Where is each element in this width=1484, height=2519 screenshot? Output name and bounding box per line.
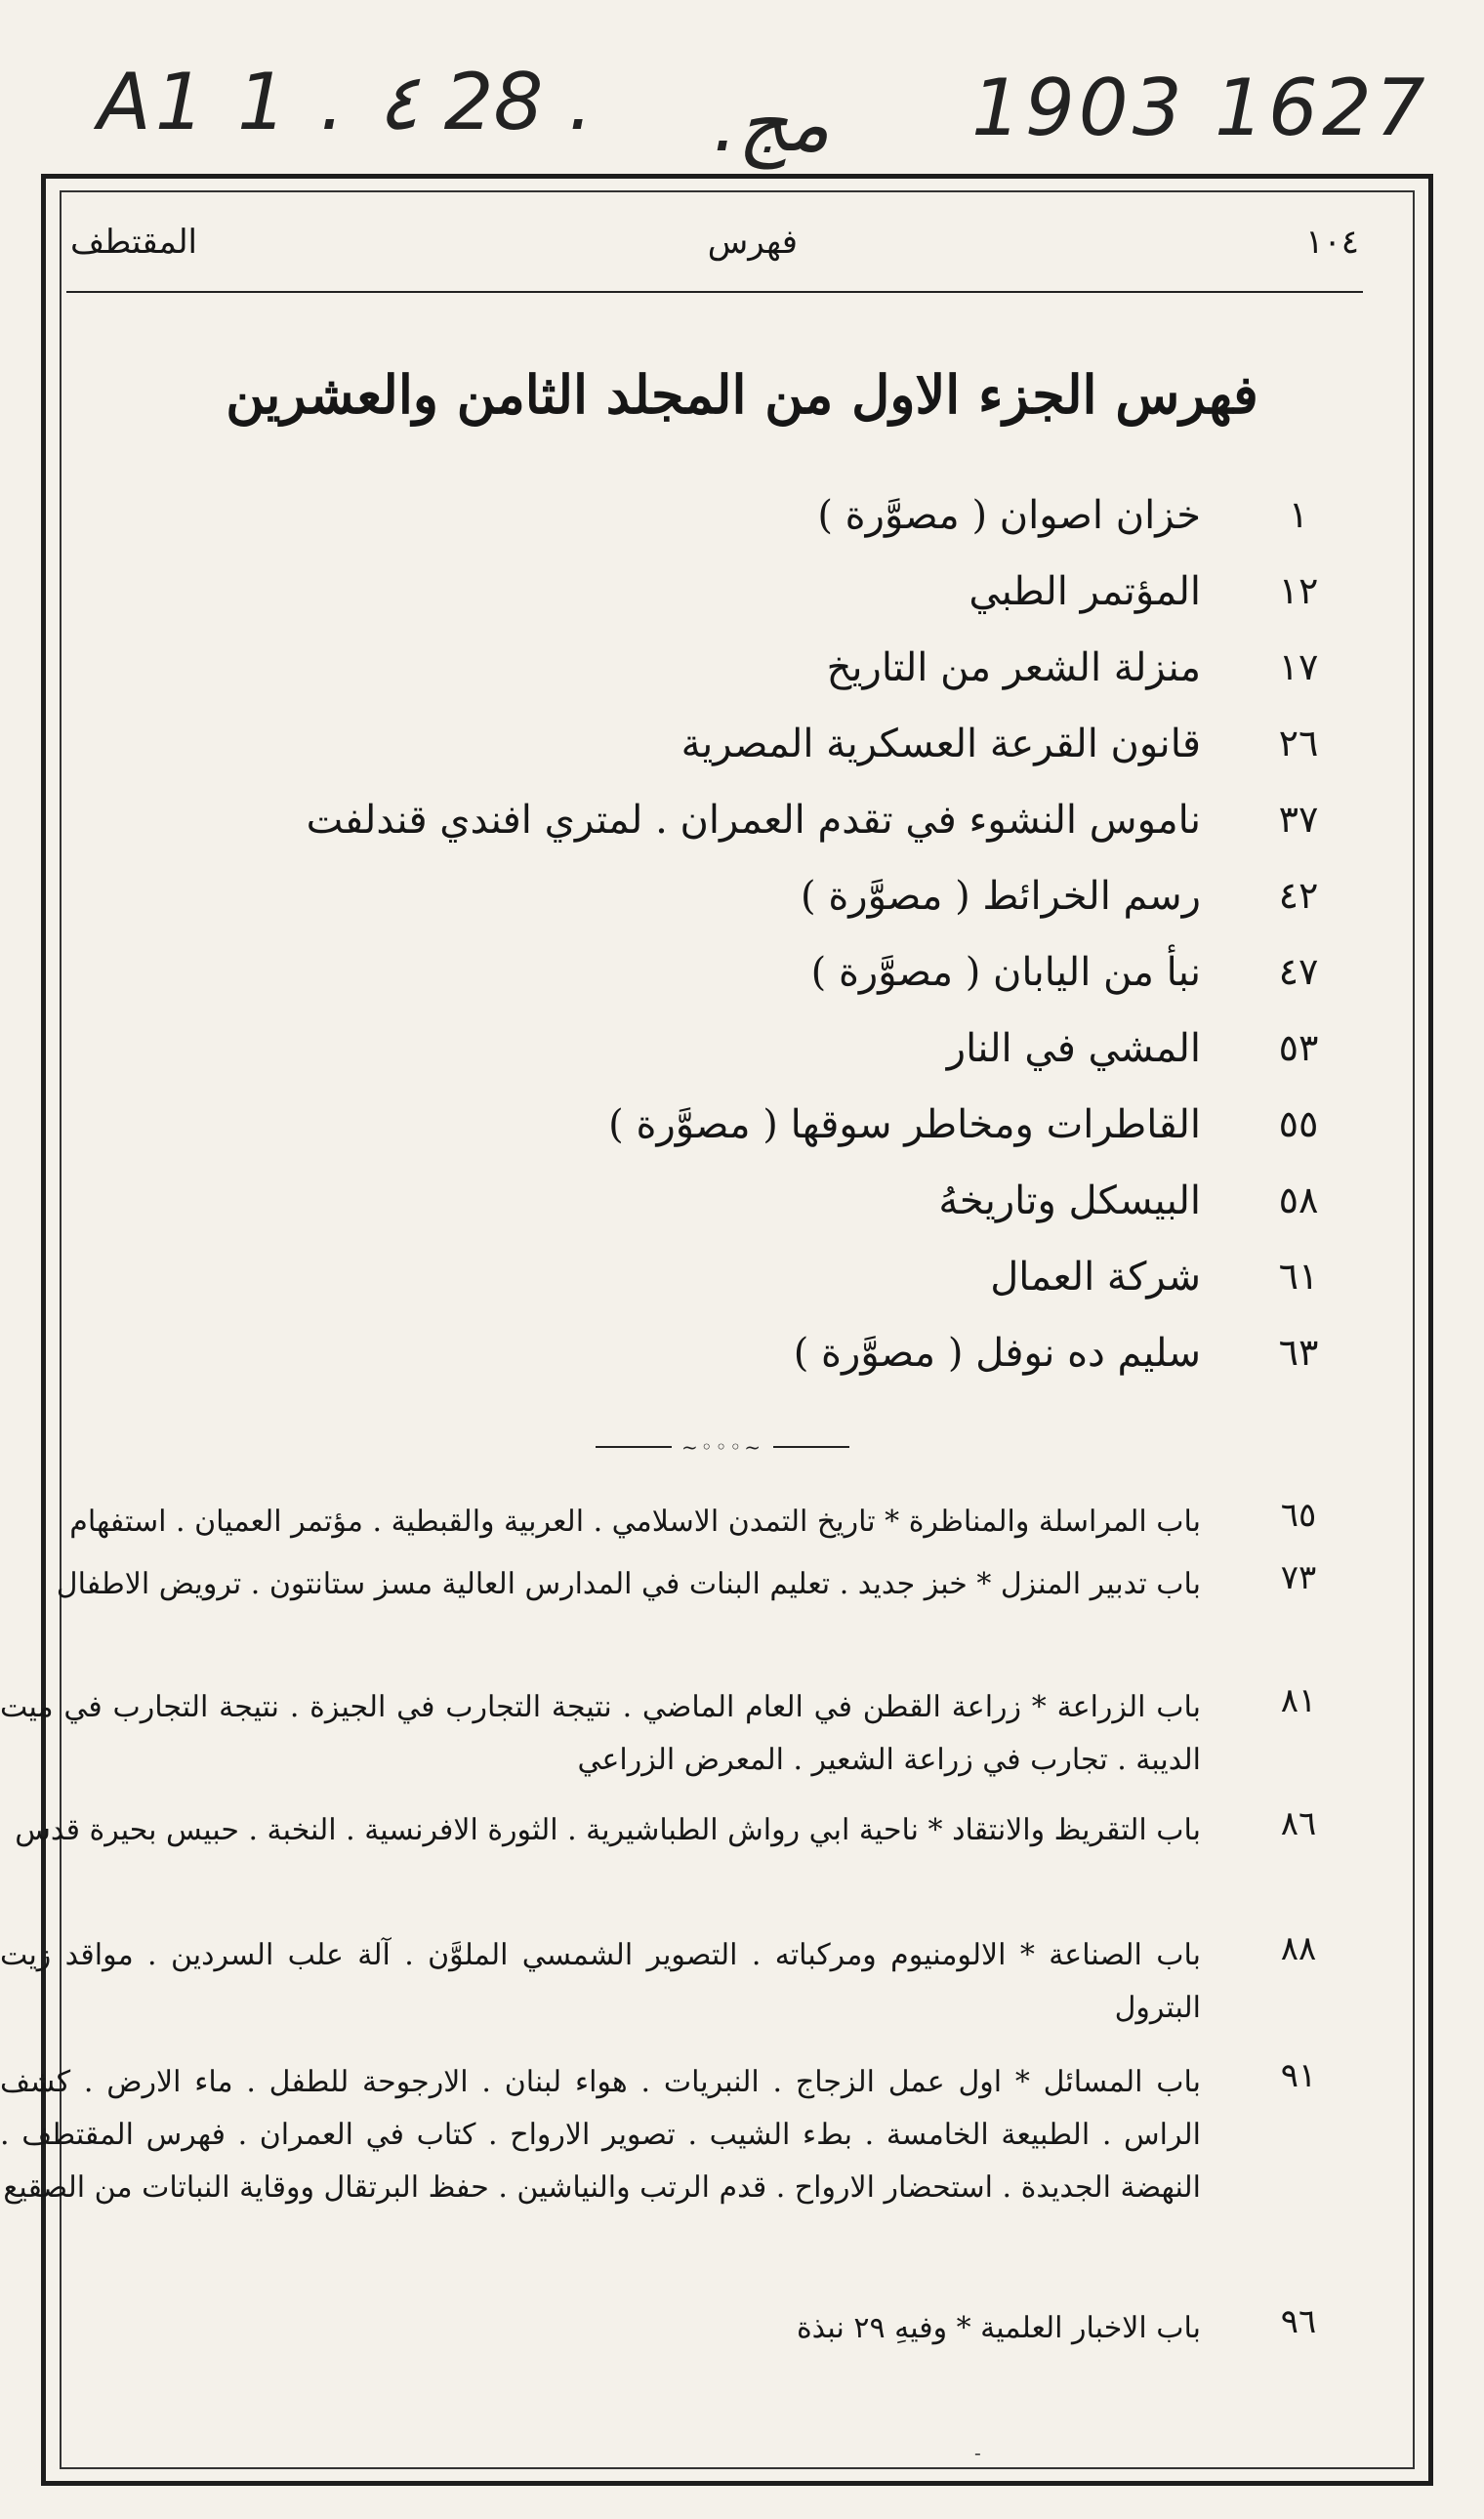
article-title: شركة العمال xyxy=(990,1255,1201,1300)
ornamental-divider xyxy=(596,1435,849,1459)
article-page: ٦٣ xyxy=(1278,1331,1319,1374)
article-row xyxy=(0,722,1484,790)
article-title: منزلة الشعر من التاريخ xyxy=(826,645,1201,690)
handwritten-year-code: 1903 1627 xyxy=(971,62,1429,153)
section-page: ٨٦ xyxy=(1280,1804,1317,1843)
article-row xyxy=(0,645,1484,714)
article-page: ٦١ xyxy=(1278,1255,1319,1298)
section-text: باب المراسلة والمناظرة * تاريخ التمدن الاسلامي . العربية والقبطية . مؤتمر العميان . استفهام xyxy=(69,1505,1201,1539)
article-row xyxy=(0,1102,1484,1171)
article-page: ٤٧ xyxy=(1278,950,1319,993)
journal-name: المقتطف xyxy=(70,223,198,262)
article-title: البيسكل وتاريخهُ xyxy=(938,1178,1201,1223)
article-row xyxy=(0,1026,1484,1094)
handwritten-mid-mark: مج. xyxy=(713,78,830,169)
article-row xyxy=(0,1331,1484,1399)
article-page: ٢٦ xyxy=(1278,722,1319,764)
article-title: نبأ من اليابان ( مصوَّرة ) xyxy=(810,950,1201,995)
section-page: ٩٦ xyxy=(1280,2302,1317,2341)
section-text: باب الصناعة * الالومنيوم ومركباته . التصوير الشمسي الملوَّن . آلة علب السردين . مواقد زيت البترول xyxy=(0,1938,1201,2025)
divider-line xyxy=(773,1446,849,1448)
article-title: خزان اصوان ( مصوَّرة ) xyxy=(817,493,1201,538)
article-row xyxy=(0,493,1484,561)
running-header xyxy=(70,217,1359,285)
section-text: باب الاخبار العلمية * وفيهِ ٢٩ نبذة xyxy=(796,2311,1201,2345)
article-page: ٥٣ xyxy=(1278,1026,1319,1069)
article-title: القاطرات ومخاطر سوقها ( مصوَّرة ) xyxy=(608,1102,1201,1147)
article-page: ١ xyxy=(1288,493,1309,536)
section-page: ٦٥ xyxy=(1280,1496,1317,1535)
ornament-icon: ~◦◦◦~ xyxy=(681,1435,763,1459)
divider-line xyxy=(596,1446,672,1448)
article-row xyxy=(0,798,1484,866)
article-row xyxy=(0,1255,1484,1323)
print-mark-icon: - xyxy=(974,2441,981,2464)
article-page: ١٧ xyxy=(1278,645,1319,688)
article-row xyxy=(0,1178,1484,1247)
handwritten-left-code: A1 1 . ٤ 28 . xyxy=(98,57,594,147)
page-number: ١٠٤ xyxy=(1305,223,1359,262)
article-row xyxy=(0,950,1484,1018)
article-page: ٥٨ xyxy=(1278,1178,1319,1221)
article-page: ٣٧ xyxy=(1278,798,1319,841)
article-page: ١٢ xyxy=(1278,569,1319,612)
article-title: المشي في النار xyxy=(946,1026,1201,1071)
article-row xyxy=(0,874,1484,942)
section-page: ٩١ xyxy=(1280,2056,1317,2095)
section-text: باب الزراعة * زراعة القطن في العام الماضي . نتيجة التجارب في الجيزة . نتيجة التجارب في ميت الديبة . تجارب في زراعة الشعير . المعرض الزراعي xyxy=(0,1690,1201,1777)
article-title: قانون القرعة العسكرية المصرية xyxy=(680,722,1201,766)
page-title: فهرس الجزء الاول من المجلد الثامن والعشرين xyxy=(226,363,1258,426)
section-text: باب تدبير المنزل * خبز جديد . تعليم البنات في المدارس العالية مسز ستانتون . ترويض الاطفال xyxy=(56,1567,1201,1601)
article-page: ٥٥ xyxy=(1278,1102,1319,1145)
section-text: باب المسائل * اول عمل الزجاج . النبريات . هواء لبنان . الارجوحة للطفل . ماء الارض . كشف الراس . الطبيعة الخامسة . بطء الشيب . تصوير الارواح . كتاب في العمران . فهرس المقتطف . النهضة الجديدة . استحضار الارواح . قدم الرتب والنياشين . حفظ البرتقال ووقاية النباتات من الصقيع xyxy=(0,2065,1201,2205)
article-title: المؤتمر الطبي xyxy=(969,569,1201,614)
article-row xyxy=(0,569,1484,638)
article-title: رسم الخرائط ( مصوَّرة ) xyxy=(801,874,1201,919)
section-page: ٨٨ xyxy=(1280,1929,1317,1968)
header-rule xyxy=(66,291,1363,293)
handwritten-annotation xyxy=(98,57,1429,193)
article-page: ٤٢ xyxy=(1278,874,1319,917)
article-title: ناموس النشوء في تقدم العمران . لمتري افندي قندلفت xyxy=(306,798,1201,843)
section-page: ٧٣ xyxy=(1280,1558,1317,1597)
section-page: ٨١ xyxy=(1280,1681,1317,1720)
section-text: باب التقريظ والانتقاد * ناحية ابي رواش الطباشيرية . الثورة الافرنسية . النخبة . حبيس بحيرة قدس xyxy=(15,1813,1201,1847)
header-section: فهرس xyxy=(707,223,798,262)
article-title: سليم ده نوفل ( مصوَّرة ) xyxy=(793,1331,1201,1376)
